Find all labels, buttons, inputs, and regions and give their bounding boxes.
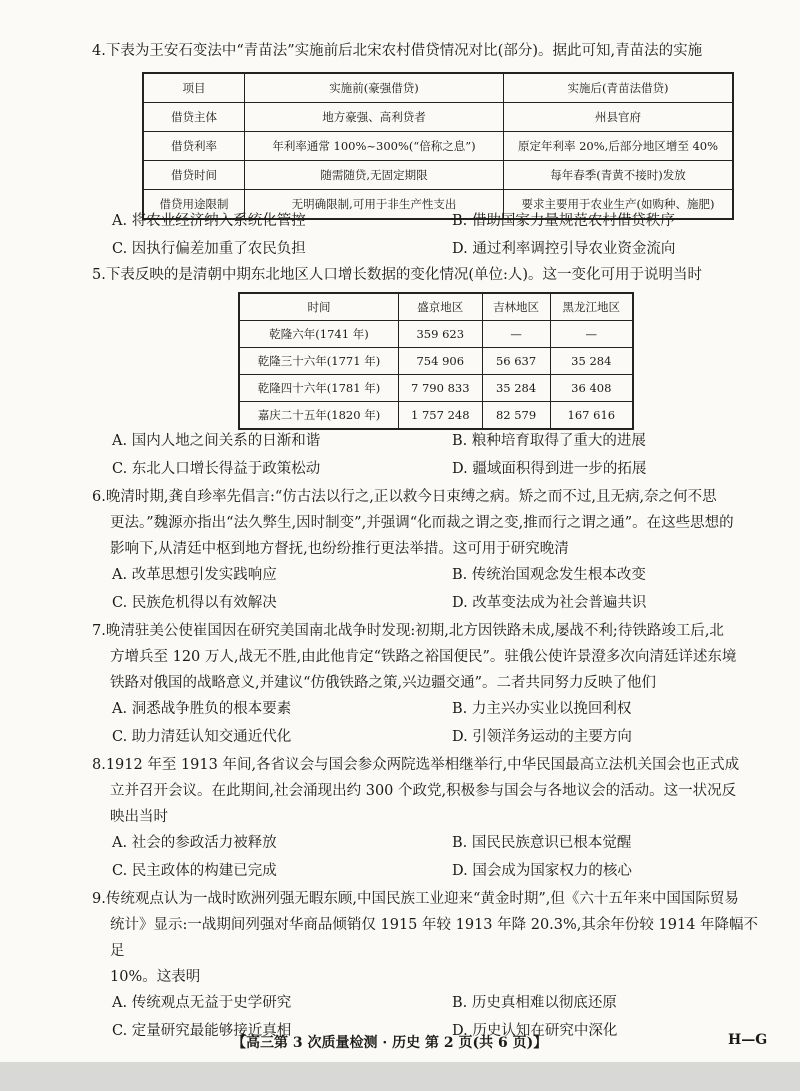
option-a[interactable]: A. 改革思想引发实践响应 <box>112 567 277 583</box>
options <box>92 830 772 884</box>
qingmiao-loan-table <box>142 72 734 220</box>
option-c[interactable]: C. 民主政体的构建已完成 <box>112 863 277 879</box>
table-cell: — <box>482 321 550 348</box>
table-cell: 乾隆三十六年(1771 年) <box>239 348 399 375</box>
table-cell: 地方豪强、高利贷者 <box>245 103 504 132</box>
table-header: 实施前(豪强借贷) <box>245 73 504 103</box>
options <box>92 208 772 262</box>
option-b[interactable]: B. 借助国家力量规范农村借贷秩序 <box>452 213 675 229</box>
table-cell: 无明确限制,可用于非生产性支出 <box>245 190 504 220</box>
table-cell: 嘉庆二十五年(1820 年) <box>239 402 399 430</box>
option-c[interactable]: C. 民族危机得以有效解决 <box>112 595 277 611</box>
option-d[interactable]: D. 改革变法成为社会普遍共识 <box>452 595 647 611</box>
option-a[interactable]: A. 社会的参政活力被释放 <box>112 835 277 851</box>
question-stem-line: 影响下,从清廷中枢到地方督抚,也纷纷推行更法举措。这可用于研究晚清 <box>110 541 569 557</box>
question-5-options <box>92 428 772 482</box>
table-header-row <box>239 293 633 321</box>
option-a[interactable]: A. 传统观点无益于史学研究 <box>112 995 292 1011</box>
footer-title: 【高三第 3 次质量检测 · 历史 第 2 页(共 6 页)】 <box>232 1035 548 1051</box>
table-header-row <box>143 73 733 103</box>
option-c[interactable]: C. 东北人口增长得益于政策松动 <box>112 461 321 477</box>
table-cell: 借贷用途限制 <box>143 190 245 220</box>
table-cell: 每年春季(青黄不接时)发放 <box>504 161 734 190</box>
options <box>92 562 772 616</box>
table-cell: — <box>550 321 633 348</box>
table-row <box>143 132 733 161</box>
option-c[interactable]: C. 定量研究最能够接近真相 <box>112 1023 292 1039</box>
table-cell: 原定年利率 20%,后部分地区增至 40% <box>504 132 734 161</box>
table-cell: 56 637 <box>482 348 550 375</box>
table-cell: 35 284 <box>550 348 633 375</box>
table-cell: 要求主要用于农业生产(如购种、施肥) <box>504 190 734 220</box>
options <box>92 428 772 482</box>
question-stem: 5.下表反映的是清朝中期东北地区人口增长数据的变化情况(单位:人)。这一变化可用于说明当时 <box>92 267 703 283</box>
table-row <box>239 402 633 430</box>
table-header: 吉林地区 <box>482 293 550 321</box>
options <box>92 696 772 750</box>
option-a[interactable]: A. 国内人地之间关系的日渐和谐 <box>112 433 321 449</box>
option-d[interactable]: D. 引领洋务运动的主要方向 <box>452 729 632 745</box>
table-header: 项目 <box>143 73 245 103</box>
question-stem-line: 6.晚清时期,龚自珍率先倡言:“仿古法以行之,正以救今日束缚之病。矫之而不过,且无病,奈之何不思 <box>92 489 717 505</box>
table-cell: 82 579 <box>482 402 550 430</box>
table-header: 盛京地区 <box>399 293 483 321</box>
table-cell: 35 284 <box>482 375 550 402</box>
option-c[interactable]: C. 因执行偏差加重了农民负担 <box>112 241 306 257</box>
option-b[interactable]: B. 粮种培育取得了重大的进展 <box>452 433 646 449</box>
option-b[interactable]: B. 力主兴办实业以挽回利权 <box>452 701 632 717</box>
option-b[interactable]: B. 国民民族意识已根本觉醒 <box>452 835 632 851</box>
table-cell: 乾隆六年(1741 年) <box>239 321 399 348</box>
table-row <box>239 375 633 402</box>
question-7 <box>92 618 772 750</box>
scan-bottom-edge <box>0 1062 800 1091</box>
table-row <box>143 103 733 132</box>
question-stem: 4.下表为王安石变法中“青苗法”实施前后北宋农村借贷情况对比(部分)。据此可知,青苗法的实施 <box>92 43 703 59</box>
option-d[interactable]: D. 国会成为国家权力的核心 <box>452 863 632 879</box>
question-stem-line: 更法。”魏源亦指出“法久弊生,因时制变”,并强调“化而裁之谓之变,推而行之谓之通”。在这些思想的 <box>110 515 734 531</box>
question-stem-line: 映出当时 <box>110 809 168 825</box>
table-header: 时间 <box>239 293 399 321</box>
table-header: 实施后(青苗法借贷) <box>504 73 734 103</box>
question-stem-line: 10%。这表明 <box>110 969 201 985</box>
population-table <box>238 292 634 430</box>
option-d[interactable]: D. 疆域面积得到进一步的拓展 <box>452 461 647 477</box>
table-cell: 借贷利率 <box>143 132 245 161</box>
table-cell: 359 623 <box>399 321 483 348</box>
question-stem-line: 8.1912 年至 1913 年间,各省议会与国会参众两院选举相继举行,中华民国最高立法机关国会也正式成 <box>92 757 740 773</box>
table-cell: 乾隆四十六年(1781 年) <box>239 375 399 402</box>
table-cell: 年利率通常 100%~300%(“倍称之息”) <box>245 132 504 161</box>
table-cell: 754 906 <box>399 348 483 375</box>
table-row <box>239 348 633 375</box>
footer-code: H—G <box>728 1032 768 1048</box>
option-b[interactable]: B. 传统治国观念发生根本改变 <box>452 567 646 583</box>
question-stem-line: 7.晚清驻美公使崔国因在研究美国南北战争时发现:初期,北方因铁路未成,屡战不利;待铁路竣工后,北 <box>92 623 724 639</box>
table-cell: 州县官府 <box>504 103 734 132</box>
table-row <box>239 321 633 348</box>
table-header: 黑龙江地区 <box>550 293 633 321</box>
table-cell: 7 790 833 <box>399 375 483 402</box>
table-cell: 借贷时间 <box>143 161 245 190</box>
option-b[interactable]: B. 历史真相难以彻底还原 <box>452 995 617 1011</box>
question-stem-line: 统计》显示:一战期间列强对华商品倾销仅 1915 年较 1913 年降 20.3%,其余年份较 1914 年降幅不足 <box>110 917 759 959</box>
question-stem-line: 立并召开会议。在此期间,社会涌现出约 300 个政党,积极参与国会与各地议会的活动。这一状况反 <box>110 783 737 799</box>
option-d[interactable]: D. 通过利率调控引导农业资金流向 <box>452 241 676 257</box>
table-cell: 167 616 <box>550 402 633 430</box>
option-d[interactable]: D. 历史认知在研究中深化 <box>452 1023 618 1039</box>
question-stem-line: 方增兵至 120 万人,战无不胜,由此他肯定“铁路之裕国便民”。驻俄公使许景澄多次向清廷详述东境 <box>110 649 737 665</box>
option-a[interactable]: A. 将农业经济纳入系统化管控 <box>112 213 306 229</box>
table-cell: 借贷主体 <box>143 103 245 132</box>
question-9 <box>92 886 772 1044</box>
question-6 <box>92 484 772 616</box>
table-cell: 1 757 248 <box>399 402 483 430</box>
question-8 <box>92 752 772 884</box>
table-cell: 36 408 <box>550 375 633 402</box>
table-cell: 随需随贷,无固定期限 <box>245 161 504 190</box>
option-a[interactable]: A. 洞悉战争胜负的根本要素 <box>112 701 292 717</box>
question-4 <box>92 38 772 64</box>
question-5 <box>92 262 772 288</box>
question-stem-line: 铁路对俄国的战略意义,并建议“仿俄铁路之策,兴边疆交通”。二者共同努力反映了他们 <box>110 675 657 691</box>
option-c[interactable]: C. 助力清廷认知交通近代化 <box>112 729 292 745</box>
question-4-options <box>92 208 772 262</box>
page-footer <box>0 1032 800 1056</box>
table-row <box>143 161 733 190</box>
question-stem-line: 9.传统观点认为一战时欧洲列强无暇东顾,中国民族工业迎来“黄金时期”,但《六十五年来中国国际贸易 <box>92 891 739 907</box>
